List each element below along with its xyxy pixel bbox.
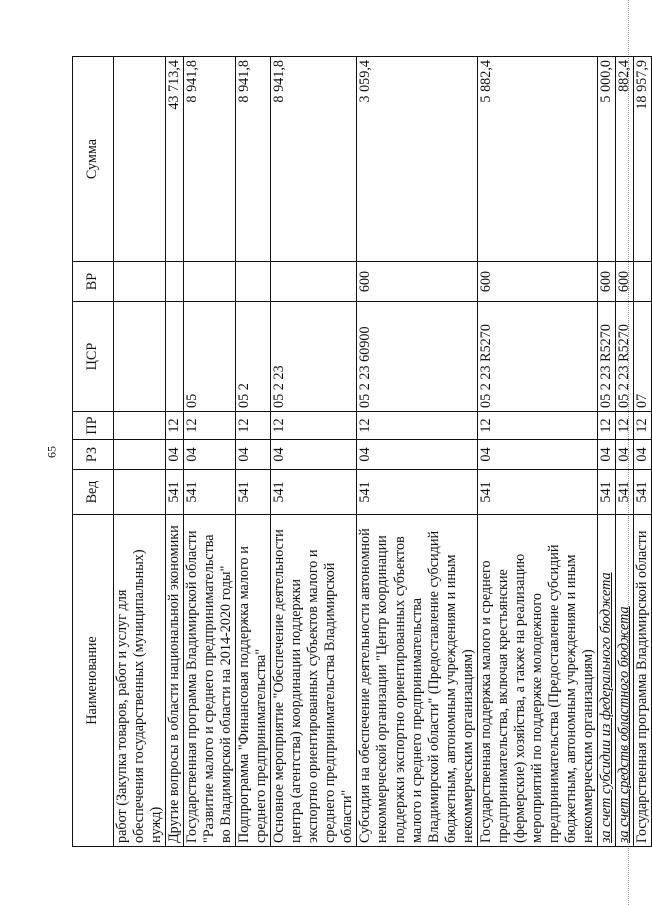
row-name-cell: Основное мероприятие "Обеспечение деятельности центра (агентства) координации поддержки экспортно ориентированных субъектов малого и среднего предпринимательства Владимирской области" <box>271 515 357 847</box>
header-pr: ПР <box>73 412 114 440</box>
row-vr-cell: 600 <box>615 262 633 302</box>
row-vr-cell <box>236 262 271 302</box>
row-csr-cell: 05 2 23 R5270 <box>477 302 597 412</box>
row-ved-cell: 541 <box>357 470 477 515</box>
row-ved-cell: 541 <box>597 470 615 515</box>
row-name-cell: Государственная программа Владимирской области <box>633 515 651 847</box>
row-name-cell: Другие вопросы в области национальной экономики <box>166 515 184 847</box>
row-rz-cell <box>114 440 166 470</box>
row-sum-cell: 43 713,4 <box>166 57 184 262</box>
row-ved-cell: 541 <box>615 470 633 515</box>
row-pr-cell: 12 <box>236 412 271 440</box>
row-sum-cell: 8 941,8 <box>184 57 236 262</box>
row-rz-cell: 04 <box>236 440 271 470</box>
row-ved-cell: 541 <box>236 470 271 515</box>
budget-table <box>72 56 652 847</box>
row-rz-cell: 04 <box>271 440 357 470</box>
row-vr-cell: 600 <box>477 262 597 302</box>
row-pr-cell: 12 <box>166 412 184 440</box>
header-vr: ВР <box>73 262 114 302</box>
table-row <box>597 57 615 847</box>
row-name-cell: Субсидия на обеспечение деятельности автономной некоммерческой организации "Центр координации поддержки экспортно ориентированных субъектов малого и среднего предпринимательства Владимирской области" (Предоставление субсидий бюджетным, автономным учреждениям и иным некоммерческим организациям) <box>357 515 477 847</box>
row-sum-cell: 8 941,8 <box>236 57 271 262</box>
row-rz-cell: 04 <box>633 440 651 470</box>
row-vr-cell <box>114 262 166 302</box>
row-csr-cell: 07 <box>633 302 651 412</box>
table-header-row <box>73 57 114 847</box>
table-row <box>271 57 357 847</box>
row-ved-cell: 541 <box>271 470 357 515</box>
row-sum-cell: 5 000,0 <box>597 57 615 262</box>
table-row <box>236 57 271 847</box>
row-pr-cell: 12 <box>477 412 597 440</box>
row-csr-cell <box>166 302 184 412</box>
row-pr-cell: 12 <box>357 412 477 440</box>
row-pr-cell: 12 <box>633 412 651 440</box>
row-csr-cell <box>114 302 166 412</box>
page-number: 65 <box>44 446 59 458</box>
row-ved-cell: 541 <box>477 470 597 515</box>
row-ved-cell <box>114 470 166 515</box>
table-row <box>615 57 633 847</box>
row-rz-cell: 04 <box>615 440 633 470</box>
row-rz-cell: 04 <box>357 440 477 470</box>
row-vr-cell: 600 <box>597 262 615 302</box>
row-name-cell: за счет средств областного бюджета <box>615 515 633 847</box>
row-rz-cell: 04 <box>184 440 236 470</box>
row-vr-cell <box>184 262 236 302</box>
row-pr-cell: 12 <box>271 412 357 440</box>
row-name-cell: за счет субсидии из федерального бюджета <box>597 515 615 847</box>
row-sum-cell <box>114 57 166 262</box>
row-sum-cell: 5 882,4 <box>477 57 597 262</box>
table-row <box>477 57 597 847</box>
row-pr-cell: 12 <box>597 412 615 440</box>
row-vr-cell <box>166 262 184 302</box>
row-csr-cell: 05 2 <box>236 302 271 412</box>
rotated-table-frame <box>72 57 650 847</box>
row-ved-cell: 541 <box>633 470 651 515</box>
header-csr: ЦСР <box>73 302 114 412</box>
row-name-cell: работ (Закупка товаров, работ и услуг для обеспечения государственных (муниципальных) нужд) <box>114 515 166 847</box>
row-name-cell: Подпрограмма "Финансовая поддержка малого и среднего предпринимательства" <box>236 515 271 847</box>
table-row <box>633 57 651 847</box>
row-sum-cell: 882,4 <box>615 57 633 262</box>
row-pr-cell: 12 <box>184 412 236 440</box>
header-rz: РЗ <box>73 440 114 470</box>
row-pr-cell: 12 <box>615 412 633 440</box>
row-sum-cell: 18 957,9 <box>633 57 651 262</box>
row-rz-cell: 04 <box>597 440 615 470</box>
row-vr-cell <box>633 262 651 302</box>
table-row <box>357 57 477 847</box>
row-ved-cell: 541 <box>184 470 236 515</box>
table-row <box>114 57 166 847</box>
row-vr-cell: 600 <box>357 262 477 302</box>
row-name-cell: Государственная поддержка малого и среднего предпринимательства, включая крестьянские (фермерские) хозяйства, а также на реализацию мероприятий по поддержке молодежного предпринимательства (Предоставление субсидий бюджетным, автономным учреждениям и иным некоммерческим организациям) <box>477 515 597 847</box>
header-name: Наименование <box>73 515 114 847</box>
row-csr-cell: 05 2 23 60900 <box>357 302 477 412</box>
row-sum-cell: 3 059,4 <box>357 57 477 262</box>
table-row <box>184 57 236 847</box>
row-rz-cell: 04 <box>477 440 597 470</box>
row-vr-cell <box>271 262 357 302</box>
row-csr-cell: 05 2 23 R5270 <box>615 302 633 412</box>
row-csr-cell: 05 2 23 <box>271 302 357 412</box>
row-csr-cell: 05 <box>184 302 236 412</box>
table-row <box>166 57 184 847</box>
header-ved: Вед <box>73 470 114 515</box>
row-csr-cell: 05 2 23 R5270 <box>597 302 615 412</box>
row-pr-cell <box>114 412 166 440</box>
row-sum-cell: 8 941,8 <box>271 57 357 262</box>
row-name-cell: Государственная программа Владимирской области "Развитие малого и среднего предпринимательства во Владимирской области на 2014-2020 годы" <box>184 515 236 847</box>
header-sum: Сумма <box>73 57 114 262</box>
row-ved-cell: 541 <box>166 470 184 515</box>
row-rz-cell: 04 <box>166 440 184 470</box>
